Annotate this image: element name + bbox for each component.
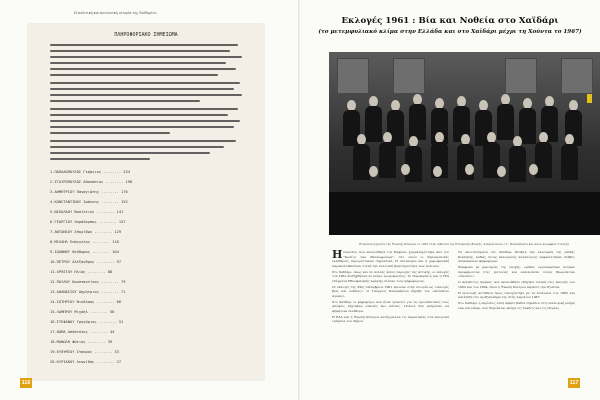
person — [535, 142, 552, 178]
yellow-mark — [587, 94, 592, 103]
article-title: Εκλογές 1961 : Βία και Νοθεία στο Χαϊδάρι — [341, 16, 559, 26]
person — [465, 164, 474, 175]
typed-document-image — [28, 24, 264, 380]
text-column-1 — [332, 250, 449, 325]
document-list-item: 11.ΧΡΗΣΤΟΥ Ηλίας ........ 88 — [50, 270, 113, 274]
typed-line — [50, 100, 200, 102]
typed-line — [50, 74, 218, 76]
paragraph: Σύμφωνα με μαρτυρίες της εποχής, ομάδες οργανωμένων ατόμων περιφέρονταν στις γειτονιές και απειλούσαν όσους θεωρούνταν «ύποπτοι». — [458, 265, 575, 278]
page-number-left: 116 — [21, 380, 31, 386]
document-list-item: 20.ΚΥΡΙΑΚΟΥ Λεωνίδας ........ 27 — [50, 360, 122, 364]
historical-photograph — [329, 52, 600, 235]
paragraph: Στο Χαϊδάρι οι ψηφοφόροι που ήταν γνωστοί για τις προοδευτικές τους απόψεις δέχτηκαν απειλές και πιέσεις. Πολλοί δεν μπόρεσαν να ψηφίσουν ελεύθερα. — [332, 299, 449, 313]
typed-line — [50, 68, 236, 70]
paragraph: Στο Χαϊδάρι, όπως και σε πολλές άλλες περιοχές της Αττικής, οι εκλογές του 1961 διεξήχθησαν σε κλίμα τρομοκρατίας. Το Παρακράτος και η ΤΕΑ (Τάγματα Εθνοφυλακής Αμύνης) πίεσαν τους ψηφοφόρους. — [332, 269, 449, 283]
page-number-right: 117 — [569, 380, 579, 386]
typed-line — [50, 50, 230, 52]
article-subtitle: (το μετεμφυλιακό κλίμα στην Ελλάδα και στο Χαϊδάρι μέχρι τη Χούντα το 1967) — [318, 29, 582, 35]
typed-line — [50, 94, 242, 96]
photo-window — [505, 58, 537, 94]
person — [365, 106, 382, 142]
document-heading: ΠΛΗΡΟΦΟΡΙΑΚΟ ΣΗΜΕΙΩΜΑ — [114, 32, 178, 38]
person — [509, 146, 526, 182]
document-list-item: 1.ΠΑΠΑΔΟΠΟΥΛΟΣ Γεώργιος ........ 234 — [50, 170, 130, 174]
photo-window — [393, 58, 425, 94]
paragraph: Η ΕΔΑ και η Ένωση Κέντρου κατήγγειλαν τις παρατυπίες στα εκλογικά τμήματα του Δήμου. — [332, 314, 449, 323]
typed-line — [50, 82, 240, 84]
document-list-item: 2.ΣΤΑΥΡΟΠΟΥΛΟΣ Αθανάσιος ........ 198 — [50, 180, 133, 184]
document-list-item: 9.ΙΩΑΝΝΟΥ Θεόδωρος ........ 104 — [50, 250, 119, 254]
photo-window — [561, 58, 593, 94]
running-head: Η πολιτική και κοινωνική ιστορία της Χαϊδαρίου — [74, 11, 157, 15]
typed-line — [50, 132, 170, 134]
photo-caption: Η απόλυτη ηγεσία της Ένωσης Κέντρου το 1961 στην αίθουσα της Ελληνικής Βουλής. Διακρίνονται ο Γ. Παπανδρέου και άλλα κορυφαία στελέχη — [359, 242, 569, 246]
typed-line — [50, 62, 226, 64]
text-column-2 — [458, 250, 575, 312]
document-list-item: 14.ΣΩΤΗΡΙΟΥ Νικόλαος ........ 66 — [50, 300, 122, 304]
typed-line — [50, 56, 242, 58]
person — [433, 166, 442, 177]
typed-line — [50, 158, 150, 160]
document-list-item: 3.ΔΗΜΗΤΡΙΟΥ Παναγιώτης ........ 176 — [50, 190, 128, 194]
document-list-item: 8.ΜΙΧΑΗΛ Ευάγγελος ........ 118 — [50, 240, 119, 244]
paragraph: Η πολιτική αστάθεια όμως συνεχίστηκε με τα Ιουλιανά του 1965 και κατέληξε στο πραξικόπημα της 21ης Απριλίου 1967. — [458, 290, 575, 299]
person — [353, 144, 370, 180]
person — [561, 144, 578, 180]
document-list-item: 15.ΛΑΜΠΡΟΥ Μιχαήλ ........ 58 — [50, 310, 115, 314]
document-list-item: 4.ΚΩΝΣΤΑΝΤΙΝΟΥ Ιωάννης ........ 152 — [50, 200, 128, 204]
document-list-item: 19.ΕΥΘΥΜΙΟΥ Σταύρος ........ 33 — [50, 350, 119, 354]
paragraph: Οι εκλογές της 29ης Οκτωβρίου 1961 έμειναν στην ιστορία ως «εκλογές βίας και νοθείας». Ο Γεώργιος Παπανδρέου κήρυξε τον «Ανένδοτο Αγώνα». — [332, 284, 449, 298]
document-list-item: 6.ΓΕΩΡΓΙΟΥ Χαράλαμπος ........ 137 — [50, 220, 126, 224]
typed-line — [50, 120, 240, 122]
document-list-item: 17.ΘΩΜΑ Απόστολος ........ 44 — [50, 330, 115, 334]
typed-line — [50, 146, 224, 148]
person — [379, 142, 396, 178]
paragraph — [332, 250, 449, 268]
person — [457, 144, 474, 180]
person — [497, 104, 514, 140]
typed-line — [50, 88, 234, 90]
document-list-item: 7.ΑΝΤΩΝΙΟΥ Σπυρίδων ........ 129 — [50, 230, 122, 234]
photo-table — [329, 192, 600, 235]
typed-line — [50, 152, 210, 154]
paragraph: Ο Ανένδοτος Αγώνας που ακολούθησε οδήγησε τελικά στις εκλογές του 1963 και του 1964, όπου η Ένωση Κέντρου κέρδισε την εξουσία. — [458, 280, 575, 289]
drop-cap: Η — [332, 248, 343, 261]
typed-line — [50, 108, 238, 110]
person — [529, 164, 538, 175]
document-list-item: 12.ΠΑΥΛΟΥ Κωνσταντίνος ........ 79 — [50, 280, 126, 284]
photo-window — [337, 58, 369, 94]
paragraph: Στο Χαϊδάρι η περίοδος αυτή άφησε βαθιά σημάδια στη συλλογική μνήμη των κατοίκων, που θυμούνται ακόμη τις διώξεις και τις εξορίες. — [458, 301, 575, 310]
typed-line — [50, 114, 228, 116]
document-list-item: 16.ΣΤΕΦΑΝΟΥ Γρηγόριος ........ 51 — [50, 320, 124, 324]
person — [409, 104, 426, 140]
person — [497, 166, 506, 177]
person — [369, 166, 378, 177]
document-list-item: 18.ΜΑΝΩΛΗ Φώτιος ........ 39 — [50, 340, 113, 344]
typed-line — [50, 44, 238, 46]
document-list-item: 5.ΝΙΚΟΛΑΟΥ Βασίλειος ........ 141 — [50, 210, 124, 214]
paragraph: Τα αποτελέσματα στο Χαϊδάρι έδειξαν την αλλοίωση της λαϊκής βούλησης, καθώς στους εκλογικούς καταλόγους εμφανίστηκαν πλήθος ανύπαρκτων ψηφοφόρων. — [458, 250, 575, 263]
paragraph-text: περίοδος που ακολούθησε τον Εμφύλιο χαρακτηρίστηκε από τον "Κράτος των εθνικοφρόνων", στο οποίο οι δημοκρατικές ελευθερίες περιορίστηκαν σημαντικά. Η αστυνομία και η χωροφυλακή παρακολουθούσαν στενά την πολιτική δραστηριότητα των πολιτών. — [332, 250, 449, 268]
document-list-item: 13.ΑΘΑΝΑΣΙΟΥ Δημήτριος ........ 71 — [50, 290, 126, 294]
typed-line — [50, 140, 236, 142]
document-list-item: 10.ΠΕΤΡΟΥ Αλέξανδρος ........ 97 — [50, 260, 122, 264]
typed-line — [50, 126, 234, 128]
person — [401, 164, 410, 175]
